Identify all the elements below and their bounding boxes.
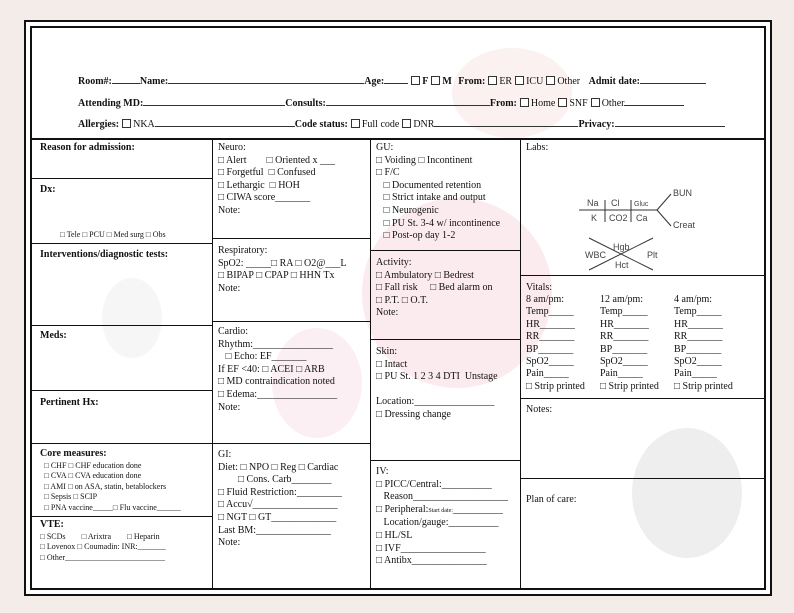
lab-gluc: Gluc xyxy=(634,201,649,208)
vital-temp[interactable]: Temp_____ xyxy=(526,306,574,318)
code-status-field[interactable] xyxy=(434,117,578,127)
row-divider xyxy=(370,250,520,251)
iv-item[interactable]: Location/gauge:__________ xyxy=(376,517,499,529)
gi-item[interactable]: □ NGT □ GT_____________ xyxy=(218,511,337,523)
cardio-note: Note: xyxy=(218,401,241,413)
core-item[interactable]: □ CVA □ CVA education done xyxy=(44,471,142,481)
attending-field[interactable] xyxy=(143,96,285,106)
gu-item[interactable]: □ PU St. 3-4 w/ incontinence xyxy=(376,217,501,229)
bmp-branch xyxy=(657,210,671,226)
from-er-checkbox[interactable] xyxy=(488,76,497,85)
vitals-col-8am: 8 am/pm: Temp_____ HR_______ RR_______ BP_______ SpO2_____ Pain_____ □ Strip printed xyxy=(526,294,598,393)
bmp-branch xyxy=(657,194,671,210)
start-date-label: Start date: xyxy=(428,507,453,514)
interventions-label: Interventions/diagnostic tests: xyxy=(40,249,169,260)
lab-co2: CO2 xyxy=(609,213,628,223)
cardio-item[interactable]: If EF <40: □ ACEI □ ARB xyxy=(218,363,325,375)
nka-checkbox[interactable] xyxy=(122,119,131,128)
lab-hgb: Hgb xyxy=(613,242,630,252)
neuro-item[interactable]: □ CIWA score_______ xyxy=(218,192,311,204)
background-art xyxy=(632,428,742,558)
gu-item[interactable]: □ Documented retention xyxy=(376,179,482,191)
row-divider xyxy=(32,325,212,326)
row-divider xyxy=(370,460,520,461)
plan-of-care-label: Plan of care: xyxy=(526,494,577,505)
neuro-note: Note: xyxy=(218,204,241,216)
iv-item[interactable]: □ IVF_________________ xyxy=(376,542,486,554)
skin-section: Skin: □ Intact □ PU St. 1 2 3 4 DTI Unstage Location:________________ □ Dressing change xyxy=(376,346,498,420)
from-other-field[interactable] xyxy=(624,96,684,106)
admit-date-field[interactable] xyxy=(640,74,706,84)
gu-item[interactable]: □ Post-op day 1-2 xyxy=(376,230,456,242)
vital-rr[interactable]: RR_______ xyxy=(526,331,575,343)
from-other-checkbox[interactable] xyxy=(546,76,555,85)
vital-hr[interactable]: HR_______ xyxy=(600,318,649,330)
activity-section: Activity: □ Ambulatory □ Bedrest □ Fall risk □ Bed alarm on □ P.T. □ O.T. Note: xyxy=(376,257,493,319)
vte-item[interactable]: □ Lovenox □ Coumadin: INR:_______ xyxy=(40,542,166,552)
row-divider xyxy=(32,443,212,444)
resp-note: Note: xyxy=(218,282,241,294)
from-home-checkbox[interactable] xyxy=(520,98,529,107)
iv-item[interactable]: □ PICC/Central:__________ xyxy=(376,478,492,490)
vte-item[interactable]: □ SCDs □ Arixtra □ Heparin xyxy=(40,531,160,541)
allergies-field[interactable] xyxy=(155,117,295,127)
gi-note: Note: xyxy=(218,537,241,549)
skin-blank xyxy=(376,384,498,397)
cardio-item[interactable]: □ Edema:________________ xyxy=(218,388,338,400)
skin-item[interactable]: □ Intact xyxy=(376,358,408,370)
vital-rr[interactable]: RR_______ xyxy=(674,331,723,343)
vital-spo2[interactable]: SpO2_____ xyxy=(600,356,648,368)
activity-item[interactable]: □ Ambulatory □ Bedrest xyxy=(376,269,474,281)
row-divider xyxy=(32,516,212,517)
row-divider xyxy=(212,238,370,239)
labs-label: Labs: xyxy=(526,142,549,153)
activity-item[interactable]: □ Fall risk □ Bed alarm on xyxy=(376,282,493,294)
strip-printed-checkbox[interactable]: □ Strip printed xyxy=(526,380,585,392)
background-art xyxy=(102,278,162,358)
row-divider xyxy=(32,390,212,391)
row-divider xyxy=(520,398,766,399)
row-divider xyxy=(32,243,212,244)
gu-item[interactable]: □ Voiding □ Incontinent xyxy=(376,154,473,166)
report-inner xyxy=(30,26,766,590)
header-row-2: Attending MD: Consults: From: Home SNF Other xyxy=(78,96,744,109)
vital-pain[interactable]: Pain_____ xyxy=(674,368,717,380)
core-item[interactable]: □ PNA vaccine_____□ Flu vaccine______ xyxy=(44,502,181,512)
vitals-col-4am: 4 am/pm: Temp_____ HR_______ RR_______ BP_______ SpO2_____ Pain_____ □ Strip printed xyxy=(674,294,746,393)
lab-wbc: WBC xyxy=(585,250,606,260)
core-item[interactable]: □ CHF □ CHF education done xyxy=(44,460,142,470)
reason-label: Reason for admission: xyxy=(40,142,135,153)
lab-fishbone-diagram[interactable] xyxy=(579,188,739,278)
full-code-checkbox[interactable] xyxy=(351,119,360,128)
respiratory-section: Respiratory: SpO2: _____□ RA □ O2@___L □ BIPAP □ CPAP □ HHN Tx Note: xyxy=(218,245,347,294)
notes-label: Notes: xyxy=(526,404,553,415)
vital-rr[interactable]: RR_______ xyxy=(600,331,649,343)
vital-pain[interactable]: Pain_____ xyxy=(526,368,569,380)
female-checkbox[interactable] xyxy=(411,76,420,85)
iv-item[interactable]: □ Peripheral:Start date:__________ xyxy=(376,503,503,515)
cardio-item[interactable]: Rhythm:________________ xyxy=(218,338,334,350)
row-divider xyxy=(370,339,520,340)
vte-item[interactable]: □ Other_________________________ xyxy=(40,552,166,562)
header-row-3: Allergies: NKA Code status: Full code DNR Privacy: xyxy=(78,117,744,130)
vital-bp[interactable]: BP_______ xyxy=(674,343,722,355)
male-checkbox[interactable] xyxy=(431,76,440,85)
row-divider xyxy=(212,321,370,322)
core-measures: Core measures: □ CHF □ CHF education done □ CVA □ CVA education done □ AMI □ on ASA, statin, betablockers □ Sepsis □ SCIP □ PNA vaccine_____□ Flu vaccine______ xyxy=(40,448,181,512)
column-divider xyxy=(370,138,371,590)
vital-hr[interactable]: HR_______ xyxy=(526,318,575,330)
pertinent-hx-label: Pertinent Hx: xyxy=(40,397,99,408)
gi-section: GI: Diet: □ NPO □ Reg □ Cardiac □ Cons. Carb________ □ Fluid Restriction:_________ □ Accu√_________________ □ NGT □ GT_____________ Last BM:_______________ Note: xyxy=(218,449,342,549)
name-field[interactable] xyxy=(168,74,364,84)
lab-ca: Ca xyxy=(636,213,648,223)
resp-item[interactable]: □ BIPAP □ CPAP □ HHN Tx xyxy=(218,270,335,282)
gi-item[interactable]: Diet: □ NPO □ Reg □ Cardiac xyxy=(218,461,339,473)
activity-item[interactable]: □ P.T. □ O.T. xyxy=(376,294,428,306)
vital-temp[interactable]: Temp_____ xyxy=(600,306,648,318)
neuro-item[interactable]: □ Lethargic □ HOH xyxy=(218,179,300,191)
cardio-section: Cardio: Rhythm:________________ □ Echo: EF_______ If EF <40: □ ACEI □ ARB □ MD contraindication noted □ Edema:________________ Note: xyxy=(218,326,338,413)
age-field[interactable] xyxy=(384,74,408,84)
column-divider xyxy=(212,138,213,590)
gu-section: GU: □ Voiding □ Incontinent □ F/C □ Documented retention □ Strict intake and output □ Neurogenic □ PU St. 3-4 w/ incontinence □ Post-op day 1-2 xyxy=(376,142,501,242)
lab-bun: BUN xyxy=(673,188,693,198)
lab-plt: Plt xyxy=(647,250,658,260)
vte-section: VTE: □ SCDs □ Arixtra □ Heparin □ Lovenox □ Coumadin: INR:_______ □ Other_________________________ xyxy=(40,519,166,562)
skin-item[interactable]: □ Dressing change xyxy=(376,408,451,420)
cardio-item[interactable]: □ Echo: EF_______ xyxy=(218,351,307,363)
privacy-field[interactable] xyxy=(615,117,725,127)
iv-section: IV: □ PICC/Central:__________ Reason___________________ □ Peripheral:Start date:__________ Location/gauge:__________ □ HL/SL □ IVF_________________ □ Antibx_______________ xyxy=(376,466,508,567)
neuro-item[interactable]: □ Alert □ Oriented x ___ xyxy=(218,154,336,166)
core-item[interactable]: □ AMI □ on ASA, statin, betablockers xyxy=(44,481,167,491)
lab-k: K xyxy=(591,213,598,223)
gu-item[interactable]: □ Neurogenic xyxy=(376,204,439,216)
skin-location[interactable]: Location:________________ xyxy=(376,396,495,408)
iv-item[interactable]: □ HL/SL xyxy=(376,529,413,541)
skin-item[interactable]: □ PU St. 1 2 3 4 DTI Unstage xyxy=(376,371,498,383)
vitals-grid xyxy=(526,294,766,396)
row-divider xyxy=(32,178,212,179)
vitals-col-12am: 12 am/pm: Temp_____ HR_______ RR_______ BP_______ SpO2_____ Pain_____ □ Strip printed xyxy=(600,294,672,393)
meds-label: Meds: xyxy=(40,330,67,341)
lab-hct: Hct xyxy=(615,260,629,270)
vital-hr[interactable]: HR_______ xyxy=(674,318,723,330)
cardio-item[interactable]: □ MD contraindication noted xyxy=(218,376,335,388)
vital-pain[interactable]: Pain_____ xyxy=(600,368,643,380)
lab-na: Na xyxy=(587,198,599,208)
consults-field[interactable] xyxy=(326,96,490,106)
lab-creat: Creat xyxy=(673,220,696,230)
report-sheet xyxy=(24,20,772,596)
gu-item[interactable]: □ F/C xyxy=(376,167,400,179)
iv-item[interactable]: □ Antibx_______________ xyxy=(376,555,487,567)
patient-header xyxy=(32,28,764,140)
gi-item[interactable]: Last BM:_______________ xyxy=(218,524,332,536)
neuro-section: Neuro: □ Alert □ Oriented x ___ □ Forgetful □ Confused □ Lethargic □ HOH □ CIWA score_______ Note: xyxy=(218,142,336,216)
activity-note: Note: xyxy=(376,307,399,319)
gi-item[interactable]: □ Accu√_________________ xyxy=(218,499,338,511)
vital-spo2[interactable]: SpO2_____ xyxy=(526,356,574,368)
gu-item[interactable]: □ Strict intake and output xyxy=(376,192,486,204)
vital-bp[interactable]: BP_______ xyxy=(526,343,574,355)
header-row-1: Room#: Name: Age: F M From: ER ICU Other Admit date: xyxy=(78,74,744,87)
lab-cl: Cl xyxy=(611,198,620,208)
resp-item[interactable]: SpO2: _____□ RA □ O2@___L xyxy=(218,257,347,269)
vital-spo2[interactable]: SpO2_____ xyxy=(674,356,722,368)
row-divider xyxy=(520,478,766,479)
iv-item[interactable]: Reason___________________ xyxy=(376,491,508,503)
vital-temp[interactable]: Temp_____ xyxy=(674,306,722,318)
core-item[interactable]: □ Sepsis □ SCIP xyxy=(44,492,98,502)
strip-printed-checkbox[interactable]: □ Strip printed xyxy=(600,380,659,392)
vital-bp[interactable]: BP_______ xyxy=(600,343,648,355)
gi-item[interactable]: □ Cons. Carb________ xyxy=(218,474,332,486)
neuro-item[interactable]: □ Forgetful □ Confused xyxy=(218,167,316,179)
unit-options[interactable]: □ Tele □ PCU □ Med surg □ Obs xyxy=(60,230,166,239)
dnr-checkbox[interactable] xyxy=(402,119,411,128)
from-snf-checkbox[interactable] xyxy=(558,98,567,107)
dx-label: Dx: xyxy=(40,184,56,195)
room-field[interactable] xyxy=(112,74,140,84)
strip-printed-checkbox[interactable]: □ Strip printed xyxy=(674,380,733,392)
from-other2-checkbox[interactable] xyxy=(591,98,600,107)
gi-item[interactable]: □ Fluid Restriction:_________ xyxy=(218,486,342,498)
vitals-label: Vitals: xyxy=(526,282,553,293)
column-divider xyxy=(520,138,521,590)
row-divider xyxy=(212,443,370,444)
from-icu-checkbox[interactable] xyxy=(515,76,524,85)
